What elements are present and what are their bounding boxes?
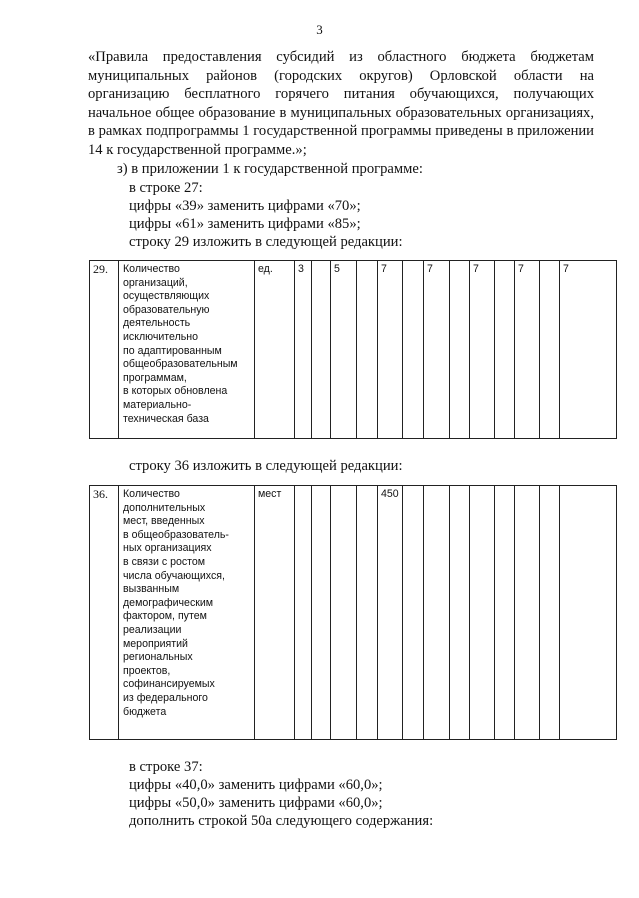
description-line: деятельность (123, 317, 191, 330)
description-line: в общеобразователь- (123, 528, 229, 541)
value-cell (312, 486, 331, 740)
instruction-line: цифры «39» заменить цифрами «70»; (129, 198, 361, 214)
instruction-line: строку 36 изложить в следующей редакции: (129, 458, 403, 474)
description-line: дополнительных (123, 501, 206, 514)
value-cell (450, 486, 470, 740)
description-line: числа обучающихся, (123, 569, 225, 582)
description-line: демографическим (123, 596, 214, 609)
instruction-line: дополнить строкой 50а следующего содержания: (129, 813, 434, 829)
description-line: софинансируемых (123, 678, 215, 691)
value-cell (424, 486, 450, 740)
description-line: в которых обновлена (123, 385, 228, 398)
description-line: Количество (123, 488, 180, 500)
description-line: материально- (123, 398, 192, 411)
value-cell: 7 (424, 261, 450, 439)
value-cell: 7 (515, 261, 540, 439)
value-cell (540, 486, 560, 740)
row-number: 36. (90, 486, 119, 740)
value-cell (403, 486, 424, 740)
value-cell (560, 486, 617, 740)
table-row (90, 261, 617, 439)
description-line: в связи с ростом (123, 555, 206, 568)
description-line: фактором, путем (123, 610, 207, 623)
instruction-line: цифры «40,0» заменить цифрами «60,0»; (129, 777, 383, 793)
instruction-line: з) в приложении 1 к государственной программе: (117, 161, 423, 177)
value-cell (540, 261, 560, 439)
row-description (119, 486, 255, 740)
instruction-line: в строке 37: (129, 759, 203, 775)
value-cell: 7 (378, 261, 403, 439)
instruction-line: в строке 27: (129, 180, 203, 196)
row-description (119, 261, 255, 439)
unit-cell: ед. (255, 261, 295, 439)
value-cell (312, 261, 331, 439)
description-line: ных организациях (123, 542, 212, 555)
table-row (90, 486, 617, 740)
description-line: техническая база (123, 412, 209, 425)
description-line: исключительно (123, 330, 199, 343)
description-line: организаций, (123, 276, 188, 289)
instruction-line: строку 29 изложить в следующей редакции: (129, 234, 403, 250)
description-line: осуществляющих (123, 290, 210, 303)
description-line: реализации (123, 623, 182, 636)
description-line: региональных (123, 651, 193, 664)
description-line: вызванным (123, 583, 180, 596)
description-line: мероприятий (123, 637, 188, 650)
table-row-29 (89, 260, 617, 439)
description-line: программам, (123, 371, 187, 384)
table-row-36 (89, 485, 617, 740)
value-cell (357, 261, 378, 439)
intro-paragraph: «Правила предоставления субсидий из областного бюджета бюджетам муниципальных районов (городских округов) Орловской области на организацию бесплатного горячего питания обучающихся, получающих начальное общее образование в муниципальных образовательных организациях, в рамках подпрограммы 1 государственной программы приведены в приложении 14 к государственной программе.»; (88, 49, 594, 158)
value-cell: 7 (470, 261, 495, 439)
value-cell (495, 261, 515, 439)
value-cell (470, 486, 495, 740)
value-cell (295, 486, 312, 740)
description-line: мест, введенных (123, 515, 205, 528)
description-line: общеобразовательным (123, 358, 238, 371)
value-cell (357, 486, 378, 740)
description-line: бюджета (123, 705, 167, 718)
description-line: по адаптированным (123, 344, 222, 357)
value-cell (495, 486, 515, 740)
value-cell (450, 261, 470, 439)
instruction-line: цифры «61» заменить цифрами «85»; (129, 216, 361, 232)
value-cell (515, 486, 540, 740)
value-cell: 450 (378, 486, 403, 740)
description-line: Количество (123, 263, 180, 275)
value-cell: 7 (560, 261, 617, 439)
description-line: проектов, (123, 664, 171, 677)
unit-cell: мест (255, 486, 295, 740)
page-number: 3 (316, 22, 323, 37)
value-cell: 3 (295, 261, 312, 439)
instruction-line: цифры «50,0» заменить цифрами «60,0»; (129, 795, 383, 811)
value-cell (403, 261, 424, 439)
description-line: образовательную (123, 303, 210, 316)
value-cell: 5 (331, 261, 357, 439)
row-number: 29. (90, 261, 119, 439)
description-line: из федерального (123, 691, 208, 704)
value-cell (331, 486, 357, 740)
